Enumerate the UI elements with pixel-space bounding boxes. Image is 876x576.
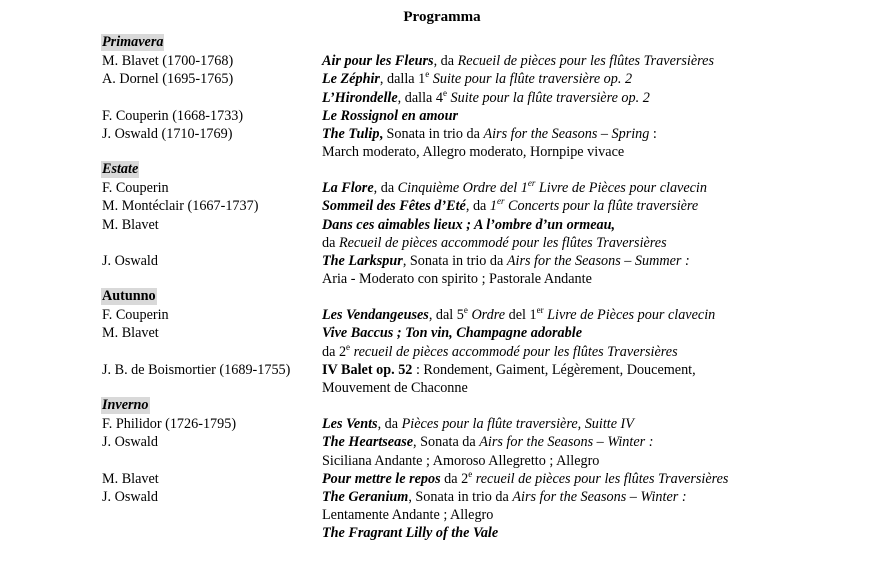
work-title: The Larkspur, Sonata in trio da Airs for the Seasons – Summer : bbox=[322, 253, 690, 269]
program-row bbox=[0, 107, 876, 125]
work-title: Le Rossignol en amour bbox=[322, 108, 458, 124]
work-title: Pour mettre le repos da 2e recueil de pièces pour les flûtes Traversières bbox=[322, 469, 729, 487]
composer-name: F. Philidor (1726-1795) bbox=[102, 416, 237, 432]
program-row bbox=[0, 488, 876, 506]
program-row bbox=[0, 452, 876, 470]
program-row bbox=[0, 324, 876, 342]
work-title: L’Hirondelle, dalla 4e Suite pour la flûte traversière op. 2 bbox=[322, 88, 650, 106]
composer-name: F. Couperin bbox=[102, 180, 169, 196]
work-title: Sommeil des Fêtes d’Eté, da 1er Concerts pour la flûte traversière bbox=[322, 196, 699, 214]
season-heading: Autunno bbox=[102, 288, 156, 304]
work-title: The Geranium, Sonata in trio da Airs for the Seasons – Winter : bbox=[322, 489, 687, 505]
composer-name: M. Blavet bbox=[102, 325, 159, 341]
work-title: Siciliana Andante ; Amoroso Allegretto ; Allegro bbox=[322, 453, 600, 469]
program-row bbox=[0, 415, 876, 433]
work-title: Vive Baccus ; Ton vin, Champagne adorable bbox=[322, 325, 582, 341]
composer-name: A. Dornel (1695-1765) bbox=[102, 71, 234, 87]
work-title: Les Vendangeuses, dal 5e Ordre del 1er Livre de Pièces pour clavecin bbox=[322, 305, 716, 323]
season-heading: Primavera bbox=[102, 34, 164, 50]
work-title: da Recueil de pièces accommodé pour les flûtes Traversières bbox=[322, 235, 667, 251]
work-title: Lentamente Andante ; Allegro bbox=[322, 507, 494, 523]
program-row bbox=[0, 361, 876, 379]
program-row bbox=[0, 234, 876, 252]
work-title: Mouvement de Chaconne bbox=[322, 380, 468, 396]
program-row bbox=[0, 197, 876, 215]
season-heading: Inverno bbox=[102, 397, 149, 413]
program-row bbox=[0, 216, 876, 234]
work-title: March moderato, Allegro moderato, Hornpipe vivace bbox=[322, 144, 625, 160]
composer-name: J. Oswald bbox=[102, 434, 158, 450]
page-title: Programma bbox=[403, 9, 481, 25]
program-row bbox=[0, 306, 876, 324]
composer-name: M. Blavet bbox=[102, 471, 159, 487]
composer-name: M. Blavet (1700-1768) bbox=[102, 53, 234, 69]
work-title: da 2e recueil de pièces accommodé pour les flûtes Traversières bbox=[322, 342, 678, 360]
program-row bbox=[0, 143, 876, 161]
work-title: Le Zéphir, dalla 1e Suite pour la flûte traversière op. 2 bbox=[322, 69, 633, 87]
work-title: La Flore, da Cinquième Ordre del 1er Livre de Pièces pour clavecin bbox=[322, 178, 707, 196]
program-row bbox=[0, 433, 876, 451]
work-title: The Fragrant Lilly of the Vale bbox=[322, 525, 499, 541]
composer-name: F. Couperin (1668-1733) bbox=[102, 108, 244, 124]
program-row bbox=[0, 343, 876, 361]
work-title: The Tulip, Sonata in trio da Airs for the Seasons – Spring : bbox=[322, 126, 657, 142]
composer-name: J. Oswald bbox=[102, 489, 158, 505]
work-title: Aria - Moderato con spirito ; Pastorale Andante bbox=[322, 271, 592, 287]
composer-name: J. Oswald bbox=[102, 253, 158, 269]
program-row bbox=[0, 70, 876, 88]
work-title: IV Balet op. 52 : Rondement, Gaiment, Légèrement, Doucement, bbox=[322, 362, 696, 378]
program-row bbox=[0, 470, 876, 488]
program-row bbox=[0, 379, 876, 397]
program-row bbox=[0, 89, 876, 107]
program-row bbox=[0, 252, 876, 270]
composer-name: J. Oswald (1710-1769) bbox=[102, 126, 233, 142]
work-title: Les Vents, da Pièces pour la flûte traversière, Suitte IV bbox=[322, 416, 634, 432]
work-title: Dans ces aimables lieux ; A l’ombre d’un ormeau, bbox=[322, 217, 616, 233]
season-heading: Estate bbox=[102, 161, 139, 177]
program-row bbox=[0, 179, 876, 197]
program-row bbox=[0, 125, 876, 143]
program-row bbox=[0, 506, 876, 524]
program-row bbox=[0, 52, 876, 70]
work-title: Air pour les Fleurs, da Recueil de pièces pour les flûtes Traversières bbox=[322, 53, 714, 69]
composer-name: F. Couperin bbox=[102, 307, 169, 323]
composer-name: M. Montéclair (1667-1737) bbox=[102, 198, 259, 214]
program-row bbox=[0, 524, 876, 542]
composer-name: J. B. de Boismortier (1689-1755) bbox=[102, 362, 291, 378]
program-row bbox=[0, 270, 876, 288]
work-title: The Heartsease, Sonata da Airs for the Seasons – Winter : bbox=[322, 434, 654, 450]
composer-name: M. Blavet bbox=[102, 217, 159, 233]
